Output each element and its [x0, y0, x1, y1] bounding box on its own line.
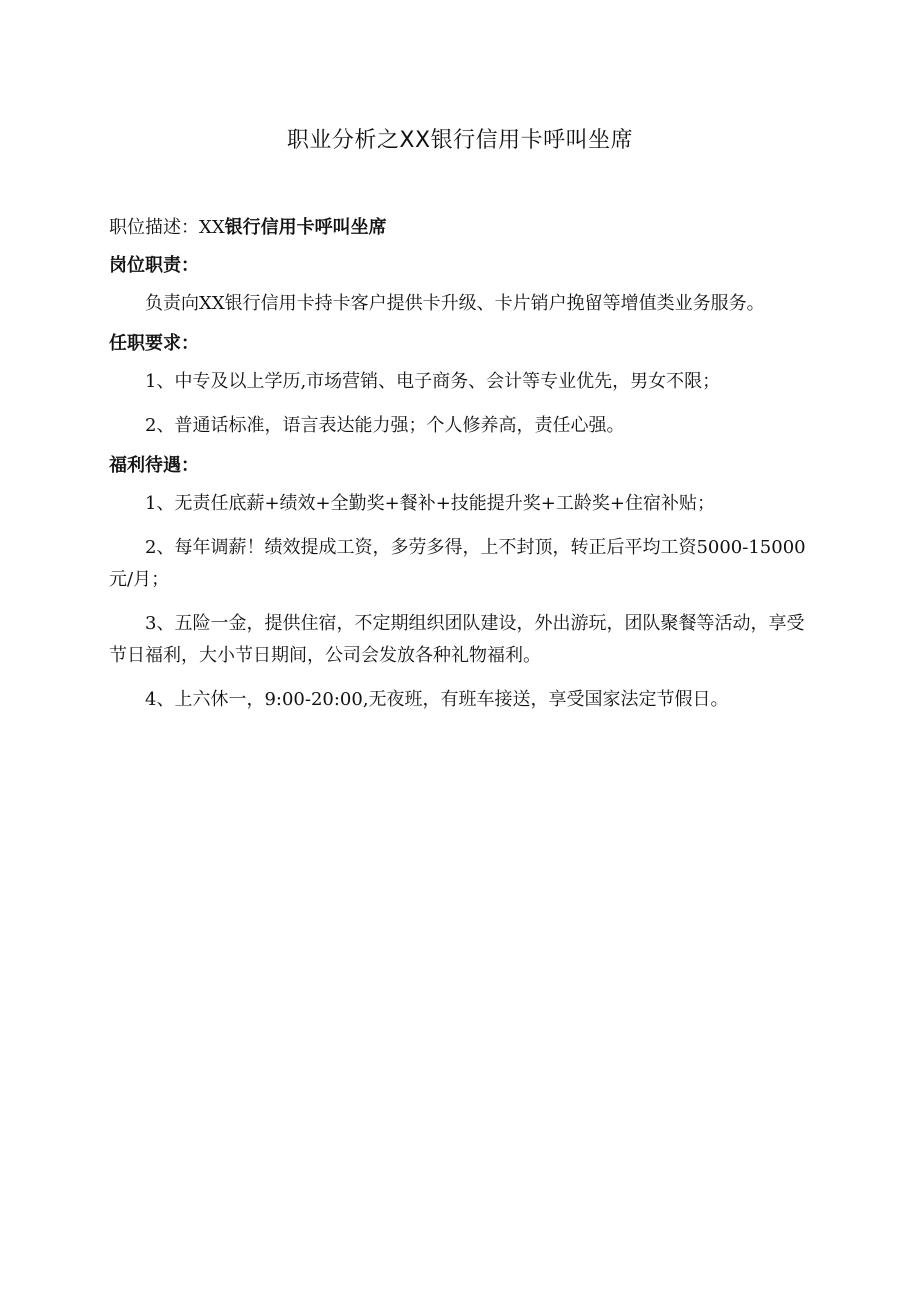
benefit-item: 3、五险一金，提供住宿，不定期组织团队建设，外出游玩，团队聚餐等活动，享受节日福利，大小节日期间，公司会发放各种礼物福利。: [109, 613, 805, 666]
requirements-heading: 任职要求：: [109, 333, 199, 354]
benefit-item: 4、上六休一，9:00-20:00,无夜班，有班车接送，享受国家法定节假日。: [145, 689, 729, 710]
requirement-item: 2、普通话标准，语言表达能力强；个人修养高，责任心强。: [145, 415, 625, 436]
duties-heading: 岗位职责：: [109, 255, 199, 276]
benefit-item: 1、无责任底薪+绩效+全勤奖+餐补+技能提升奖+工龄奖+住宿补贴；: [145, 493, 715, 514]
requirement-item: 1、中专及以上学历,市场营销、电子商务、会计等专业优先，男女不限；: [145, 371, 721, 392]
document-body: [109, 212, 809, 716]
document-title: 职业分析之XX银行信用卡呼叫坐席: [286, 128, 634, 153]
position-label: 职位描述：XX: [109, 217, 225, 238]
duties-text: 负责向XX银行信用卡持卡客户提供卡升级、卡片销户挽留等增值类业务服务。: [145, 293, 765, 314]
benefits-heading: 福利待遇：: [109, 455, 199, 476]
position-line: [109, 212, 809, 244]
position-value: 银行信用卡呼叫坐席: [224, 217, 387, 238]
benefit-item: 2、每年调薪！绩效提成工资，多劳多得，上不封顶，转正后平均工资5000-15000元/月；: [109, 537, 806, 590]
